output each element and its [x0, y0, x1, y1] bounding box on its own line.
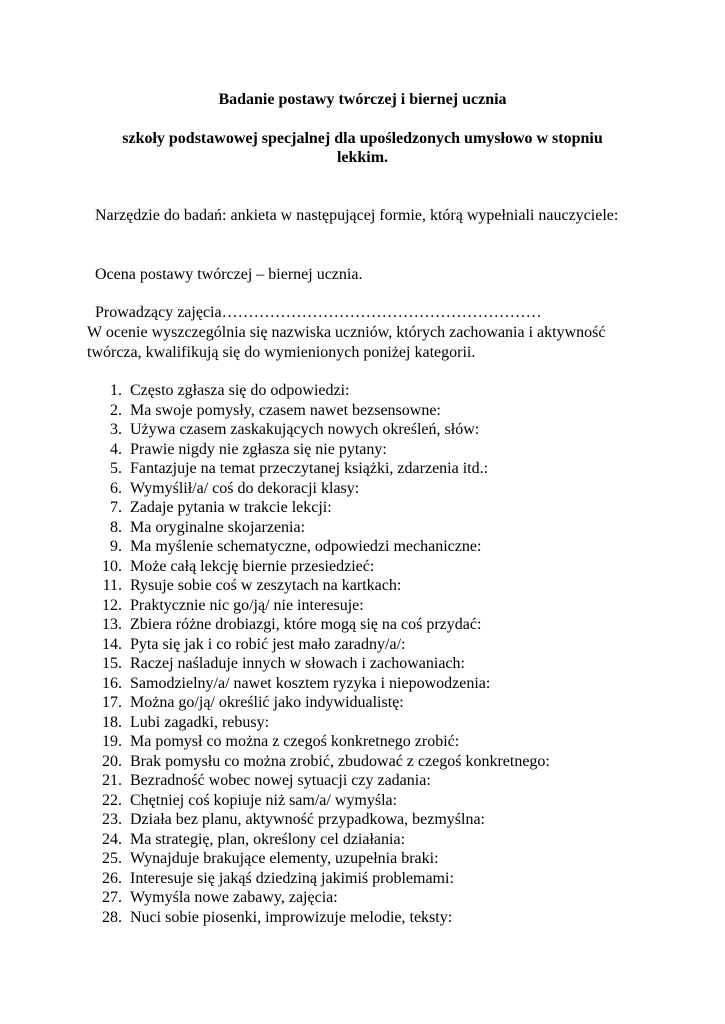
- list-item-text: Ma swoje pomysły, czasem nawet bezsensowne:: [130, 401, 441, 419]
- list-item-text: Rysuje sobie coś w zeszytach na kartkach:: [130, 577, 402, 594]
- list-item-text: Działa bez planu, aktywność przypadkowa, bezmyślna:: [130, 811, 485, 828]
- list-item-text: Może całą lekcję biernie przesiedzieć:: [130, 557, 375, 575]
- list-item-number: 6.: [110, 479, 122, 497]
- document-subtitle: szkoły podstawowej specjalnej dla upośledzonych umysłowo w stopniu lekkim.: [122, 130, 603, 166]
- list-item-number: 19.: [102, 733, 122, 750]
- list-item-number: 28.: [102, 908, 122, 926]
- list-item-text: Zadaje pytania w trakcie lekcji:: [130, 499, 332, 516]
- list-item-number: 5.: [110, 460, 122, 477]
- list-item-text: Wymyślił/a/ coś do dekoracji klasy:: [130, 479, 360, 497]
- list-item-text: Zbiera różne drobiazgi, które mogą się na coś przydać:: [130, 616, 482, 633]
- list-item-number: 25.: [102, 850, 122, 867]
- list-item-text: Raczej naśladuje innych w słowach i zachowaniach:: [130, 655, 465, 672]
- intro-w-ocenie: W ocenie wyszczególnia się nazwiska uczniów, których zachowania i aktywność twórcza, kwalifikują się do wymienionych poniżej kategorii.: [87, 324, 606, 361]
- list-item-text: Wynajduje brakujące elementy, uzupełnia braki:: [130, 850, 439, 867]
- intro-prowadzacy: Prowadzący zajęcia……………………………………………………: [95, 304, 542, 321]
- list-item-number: 21.: [102, 772, 122, 789]
- list-item-text: Można go/ją/ określić jako indywidualistę:: [130, 694, 404, 711]
- list-item-text: Brak pomysłu co można zrobić, zbudować z czegoś konkretnego:: [130, 752, 550, 770]
- list-item-number: 13.: [102, 616, 122, 633]
- list-item-number: 11.: [102, 577, 122, 594]
- list-item-text: Wymyśla nowe zabawy, zajęcia:: [130, 889, 338, 906]
- list-item-number: 3.: [110, 421, 122, 438]
- list-item-number: 15.: [102, 655, 122, 672]
- list-item-text: Praktycznie nic go/ją/ nie interesuje:: [130, 596, 364, 614]
- list-item-number: 20.: [102, 752, 122, 770]
- list-item-text: Ma strategię, plan, określony cel działania:: [130, 830, 406, 848]
- list-item-text: Często zgłasza się do odpowiedzi:: [130, 382, 350, 399]
- list-item-number: 22.: [102, 791, 122, 809]
- list-item-number: 14.: [102, 635, 122, 653]
- list-item-number: 9.: [110, 538, 122, 555]
- list-item-number: 24.: [102, 830, 122, 848]
- document-title: Badanie postawy twórczej i biernej ucznia: [218, 91, 507, 108]
- list-item-text: Ma oryginalne skojarzenia:: [130, 518, 306, 536]
- list-item-number: 16.: [102, 674, 122, 692]
- list-item-number: 8.: [110, 518, 122, 536]
- list-item-number: 7.: [110, 499, 122, 516]
- list-item-number: 27.: [102, 889, 122, 906]
- list-item-number: 17.: [102, 694, 122, 711]
- list-item-number: 1.: [110, 382, 122, 399]
- list-item-number: 18.: [102, 713, 122, 731]
- intro-ocena: Ocena postawy twórczej – biernej ucznia.: [95, 266, 363, 283]
- list-item-text: Samodzielny/a/ nawet kosztem ryzyka i niepowodzenia:: [130, 674, 491, 692]
- list-item-number: 10.: [102, 557, 122, 575]
- list-item-text: Pyta się jak i co robić jest mało zaradny/a/:: [130, 635, 406, 653]
- list-item-number: 26.: [102, 869, 122, 887]
- list-item-text: Chętniej coś kopiuje niż sam/a/ wymyśla:: [130, 791, 398, 809]
- list-item-number: 12.: [102, 596, 122, 614]
- list-item-text: Interesuje się jakąś dziedziną jakimiś problemami:: [130, 869, 454, 887]
- list-item-text: Fantazjuje na temat przeczytanej książki, zdarzenia itd.:: [130, 460, 489, 477]
- intro-narzedzie: Narzędzie do badań: ankieta w następującej formie, którą wypełniali nauczyciele:: [95, 207, 619, 224]
- list-item-text: Prawie nigdy nie zgłasza się nie pytany:: [130, 440, 387, 458]
- list-item-text: Bezradność wobec nowej sytuacji czy zadania:: [130, 772, 431, 789]
- list-item-number: 2.: [110, 401, 122, 419]
- list-item-text: Lubi zagadki, rebusy:: [130, 713, 270, 731]
- list-item-number: 23.: [102, 811, 122, 828]
- list-item-text: Ma pomysł co można z czegoś konkretnego zrobić:: [130, 733, 460, 750]
- list-item-text: Nuci sobie piosenki, improwizuje melodie, teksty:: [130, 908, 453, 926]
- list-item-text: Ma myślenie schematyczne, odpowiedzi mechaniczne:: [130, 538, 482, 555]
- list-item-text: Używa czasem zaskakujących nowych określeń, słów:: [130, 421, 480, 438]
- list-item-number: 4.: [110, 440, 122, 458]
